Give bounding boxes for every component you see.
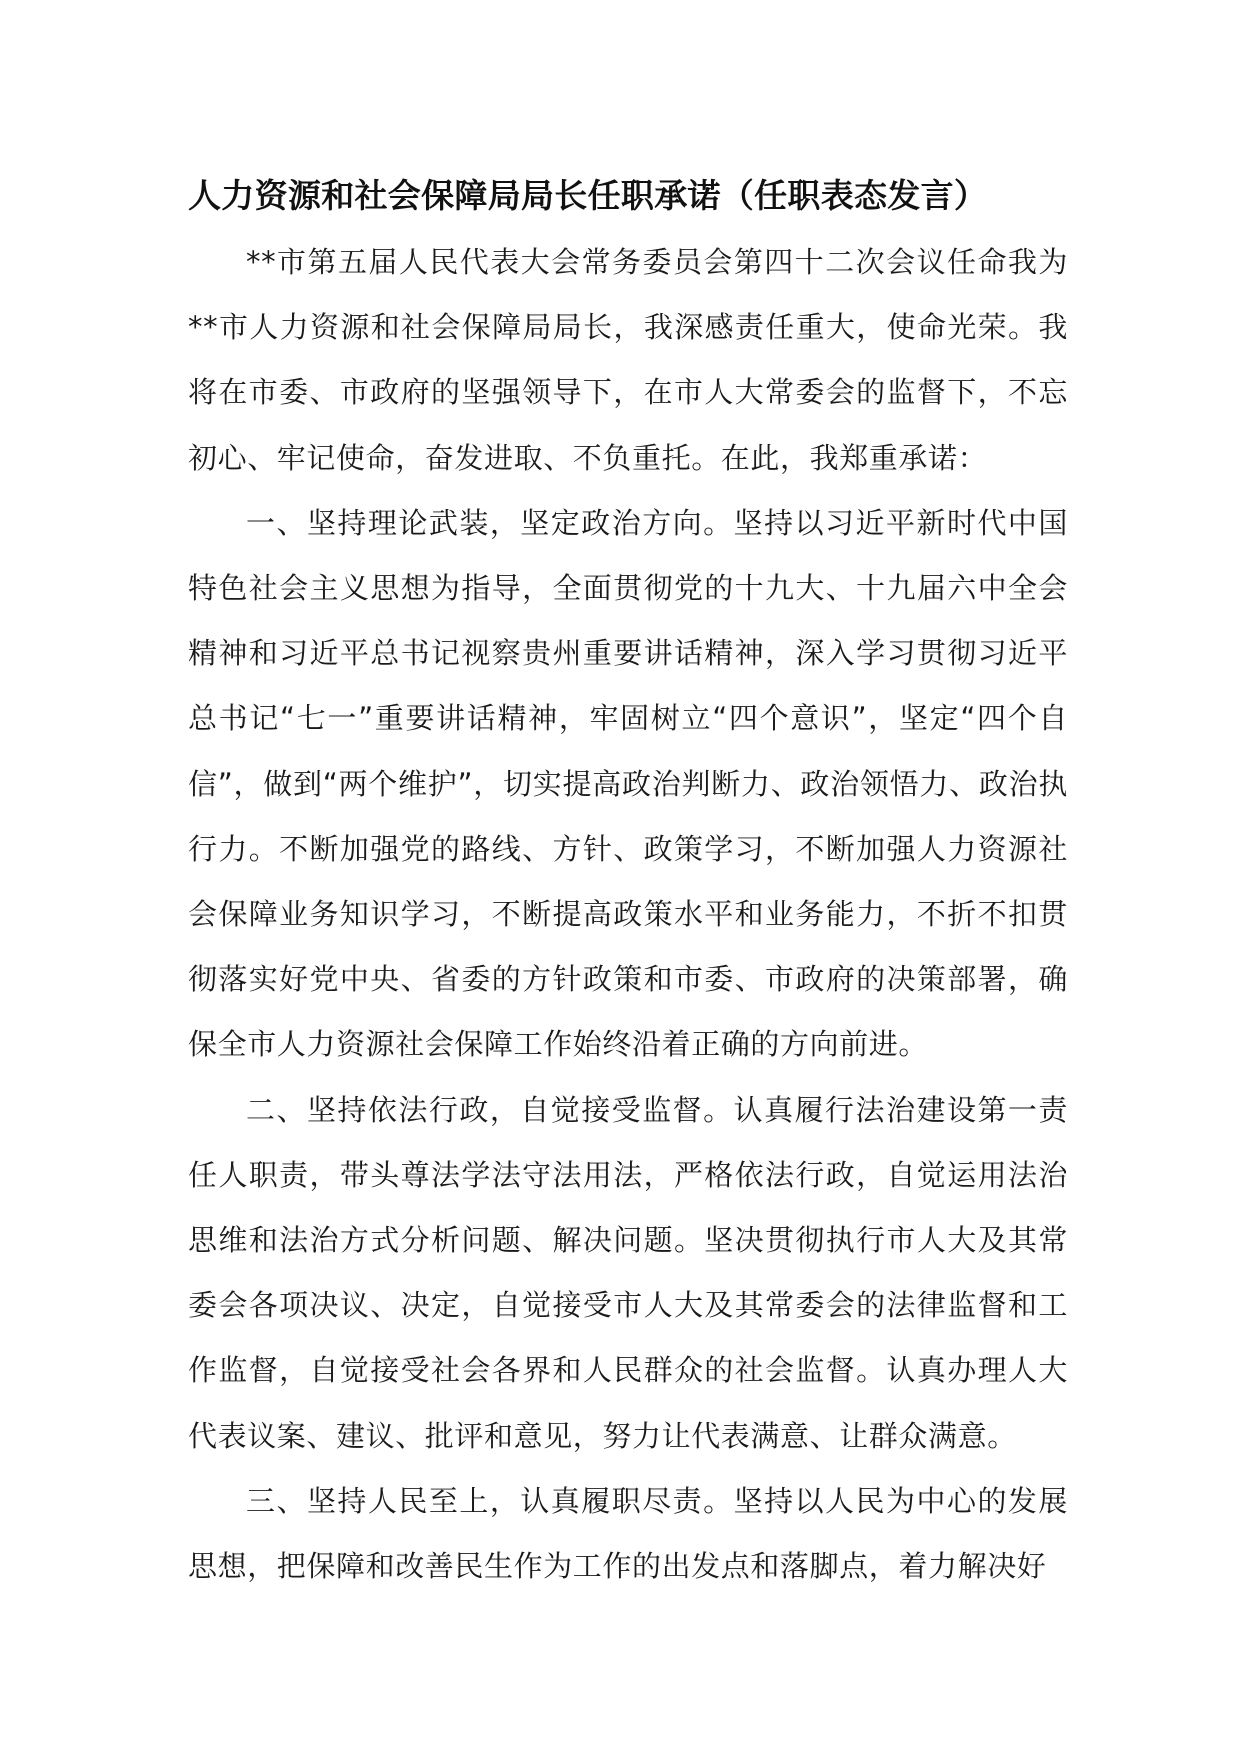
intro-paragraph: **市第五届人民代表大会常务委员会第四十二次会议任命我为**市人力资源和社会保障局局长，我深感责任重大，使命光荣。我将在市委、市政府的坚强领导下，在市人大常委会的监督下，不忘初心、牢记使命，奋发进取、不负重托。在此，我郑重承诺： xyxy=(188,245,1068,475)
document-body xyxy=(188,230,1068,1599)
commitment-paragraph-3: 三、坚持人民至上，认真履职尽责。坚持以人民为中心的发展思想，把保障和改善民生作为工作的出发点和落脚点，着力解决好 xyxy=(188,1483,1068,1584)
commitment-paragraph-1: 一、坚持理论武装，坚定政治方向。坚持以习近平新时代中国特色社会主义思想为指导，全面贯彻党的十九大、十九届六中全会精神和习近平总书记视察贵州重要讲话精神，深入学习贯彻习近平总书记“七一”重要讲话精神，牢固树立“四个意识”，坚定“四个自信”，做到“两个维护”，切实提高政治判断力、政治领悟力、政治执行力。不断加强党的路线、方针、政策学习，不断加强人力资源社会保障业务知识学习，不断提高政策水平和业务能力，不折不扣贯彻落实好党中央、省委的方针政策和市委、市政府的决策部署，确保全市人力资源社会保障工作始终沿着正确的方向前进。 xyxy=(188,505,1068,1062)
commitment-paragraph-2: 二、坚持依法行政，自觉接受监督。认真履行法治建设第一责任人职责，带头尊法学法守法用法，严格依法行政，自觉运用法治思维和法治方式分析问题、解决问题。坚决贯彻执行市人大及其常委会各项决议、决定，自觉接受市人大及其常委会的法律监督和工作监督，自觉接受社会各界和人民群众的社会监督。认真办理人大代表议案、建议、批评和意见，努力让代表满意、让群众满意。 xyxy=(188,1092,1068,1453)
document-title: 人力资源和社会保障局局长任职承诺（任职表态发言） xyxy=(188,176,988,215)
